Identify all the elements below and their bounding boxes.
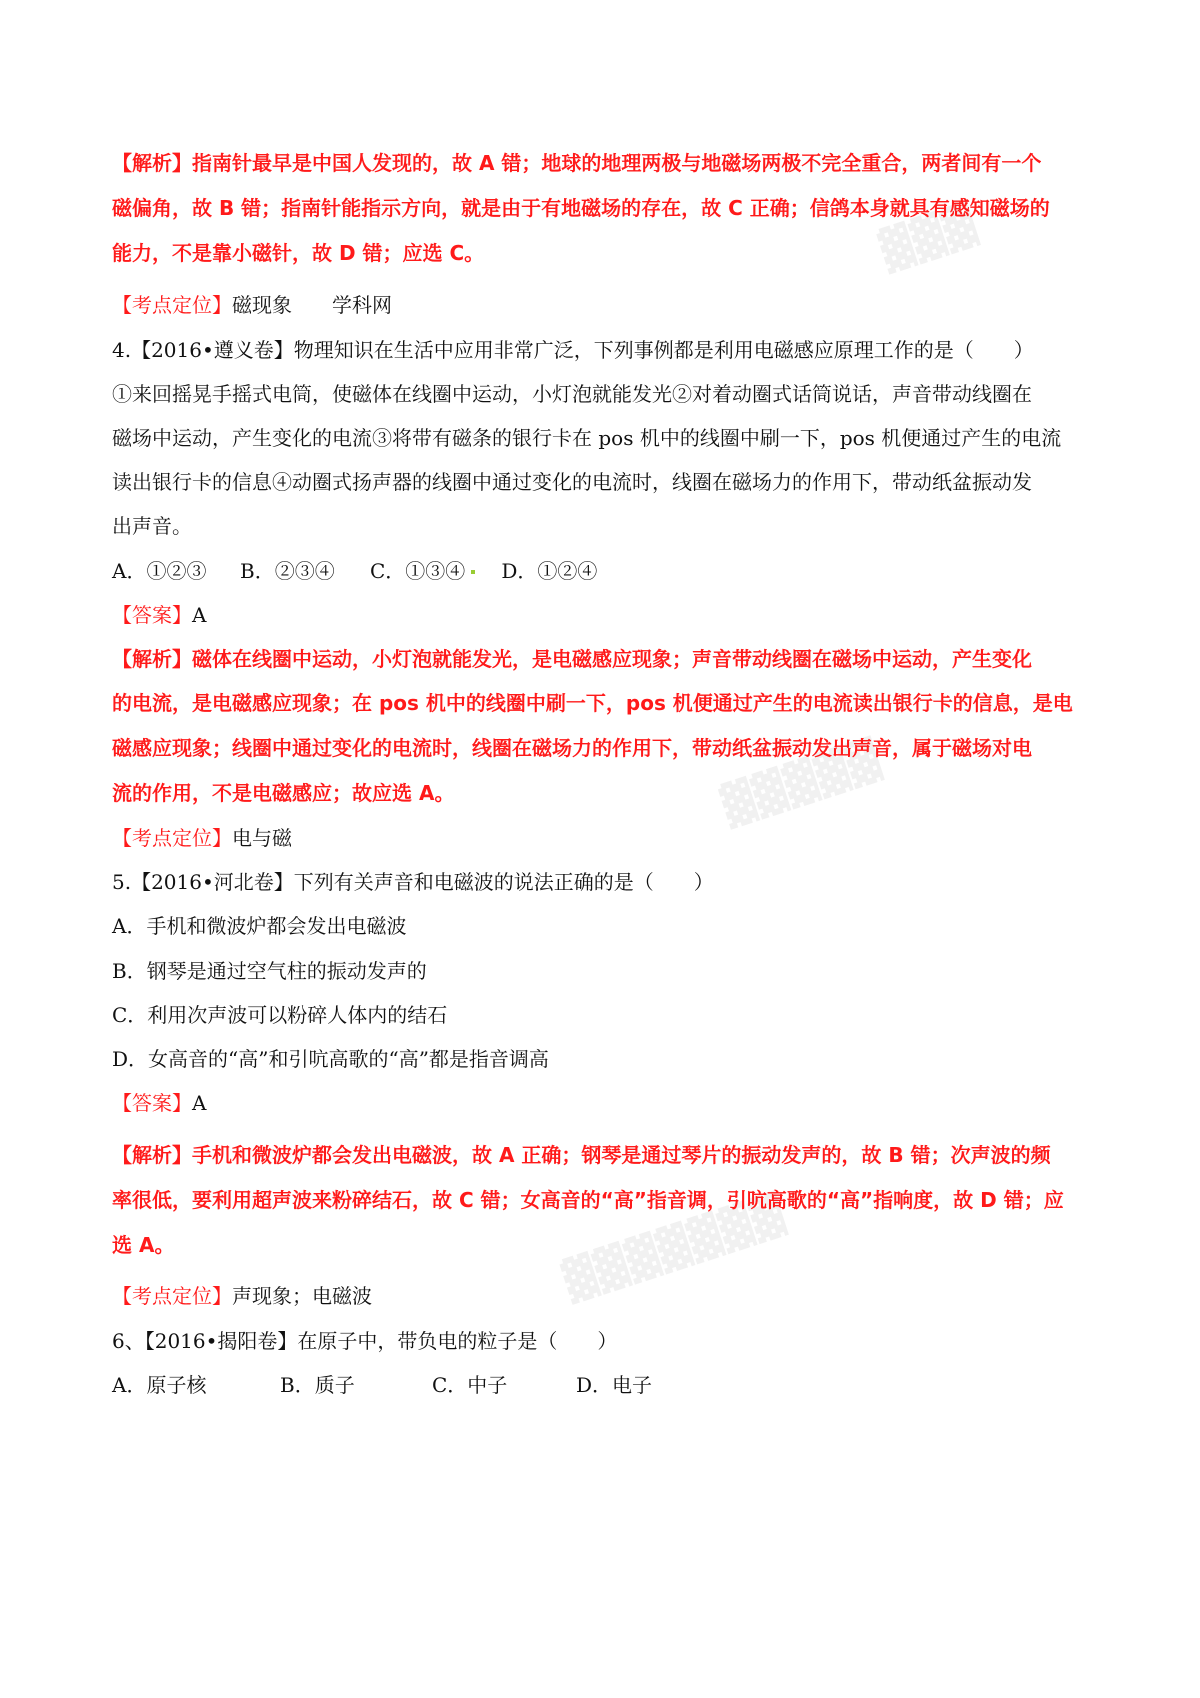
q6-options — [112, 1372, 652, 1398]
q4-analysis-line-4: 流的作用，不是电磁感应；故应选 A。 — [112, 781, 455, 805]
answer-label: 【答案】 — [112, 1091, 192, 1115]
answer-label: 【答案】 — [112, 603, 192, 627]
q5-option-b: B．钢琴是通过空气柱的振动发声的 — [112, 959, 427, 983]
option-b: B．质子 — [280, 1373, 355, 1397]
q5-analysis-line-2: 率很低，要利用超声波来粉碎结石，故 C 错；女高音的“高”指音调，引吭高歌的“高”指响度，故 D 错；应 — [112, 1188, 1064, 1212]
option-d: D．电子 — [576, 1373, 653, 1397]
analysis-label: 【解析】 — [112, 1143, 192, 1167]
green-dot — [471, 570, 475, 574]
q5-analysis-line-1: 【解析】手机和微波炉都会发出电磁波，故 A 正确；钢琴是通过琴片的振动发声的，故 B 错；次声波的频 — [112, 1143, 1051, 1167]
q4-analysis-line-2: 的电流，是电磁感应现象；在 pos 机中的线圈中刷一下，pos 机便通过产生的电流读出银行卡的信息，是电 — [112, 691, 1073, 715]
q5-stem: 5.【2016•河北卷】下列有关声音和电磁波的说法正确的是（ ） — [112, 870, 714, 894]
q4-stem-line-2: ①来回摇晃手摇式电筒，使磁体在线圈中运动，小灯泡就能发光②对着动圈式话筒说话，声音带动线圈在 — [112, 382, 1032, 406]
q4-stem-line-1: 4.【2016•遵义卷】物理知识在生活中应用非常广泛，下列事例都是利用电磁感应原理工作的是（ ） — [112, 338, 1034, 362]
option-a: A．原子核 — [112, 1373, 207, 1397]
q4-analysis-line-1: 【解析】磁体在线圈中运动，小灯泡就能发光，是电磁感应现象；声音带动线圈在磁场中运动，产生变化 — [112, 647, 1032, 671]
q4-stem-line-4: 读出银行卡的信息④动圈式扬声器的线圈中通过变化的电流时，线圈在磁场力的作用下，带动纸盆振动发 — [112, 470, 1032, 494]
analysis-label: 【解析】 — [112, 647, 192, 671]
point-label: 【考点定位】 — [112, 1284, 232, 1308]
q3-analysis-line-3: 能力，不是靠小磁针，故 D 错；应选 C。 — [112, 241, 485, 265]
q5-analysis-line-3: 选 A。 — [112, 1233, 175, 1257]
q5-option-d: D．女高音的“高”和引吭高歌的“高”都是指音调高 — [112, 1047, 549, 1071]
watermark: ▓▓▓▓▓▓▓ — [558, 1190, 791, 1306]
q5-option-a: A．手机和微波炉都会发出电磁波 — [112, 914, 407, 938]
point-label: 【考点定位】 — [112, 293, 232, 317]
q4-answer: 【答案】A — [112, 603, 207, 627]
option-c: C．中子 — [432, 1373, 508, 1397]
q6-stem: 6、【2016•揭阳卷】在原子中，带负电的粒子是（ ） — [112, 1329, 618, 1353]
option-c: C．①③④ — [370, 559, 466, 583]
q3-point-location: 【考点定位】磁现象 学科网 — [112, 293, 392, 317]
q4-stem-line-5: 出声音。 — [112, 514, 192, 538]
q4-analysis-line-3: 磁感应现象；线圈中通过变化的电流时，线圈在磁场力的作用下，带动纸盆振动发出声音，属于磁场对电 — [112, 736, 1032, 760]
q5-option-c: C．利用次声波可以粉碎人体内的结石 — [112, 1003, 448, 1027]
q5-point-location: 【考点定位】声现象；电磁波 — [112, 1284, 372, 1308]
option-a: A．①②③ — [112, 559, 207, 583]
option-b: B．②③④ — [240, 559, 335, 583]
q3-analysis-line-1: 【解析】指南针最早是中国人发现的，故 A 错；地球的地理两极与地磁场两极不完全重合，两者间有一个 — [112, 151, 1042, 175]
q4-point-location: 【考点定位】电与磁 — [112, 826, 292, 850]
q4-stem-line-3: 磁场中运动，产生变化的电流③将带有磁条的银行卡在 pos 机中的线圈中刷一下，pos 机便通过产生的电流 — [112, 426, 1062, 450]
q4-options — [112, 558, 597, 584]
option-d: D．①②④ — [501, 559, 598, 583]
point-label: 【考点定位】 — [112, 826, 232, 850]
watermark: ▓▓▓▓▓ — [716, 735, 887, 831]
analysis-label: 【解析】 — [112, 151, 192, 175]
q3-analysis-line-2: 磁偏角，故 B 错；指南针能指示方向，就是由于有地磁场的存在，故 C 正确；信鸽本身就具有感知磁场的 — [112, 196, 1050, 220]
watermark: ▓▓▓ — [875, 200, 983, 276]
q5-answer: 【答案】A — [112, 1091, 207, 1115]
